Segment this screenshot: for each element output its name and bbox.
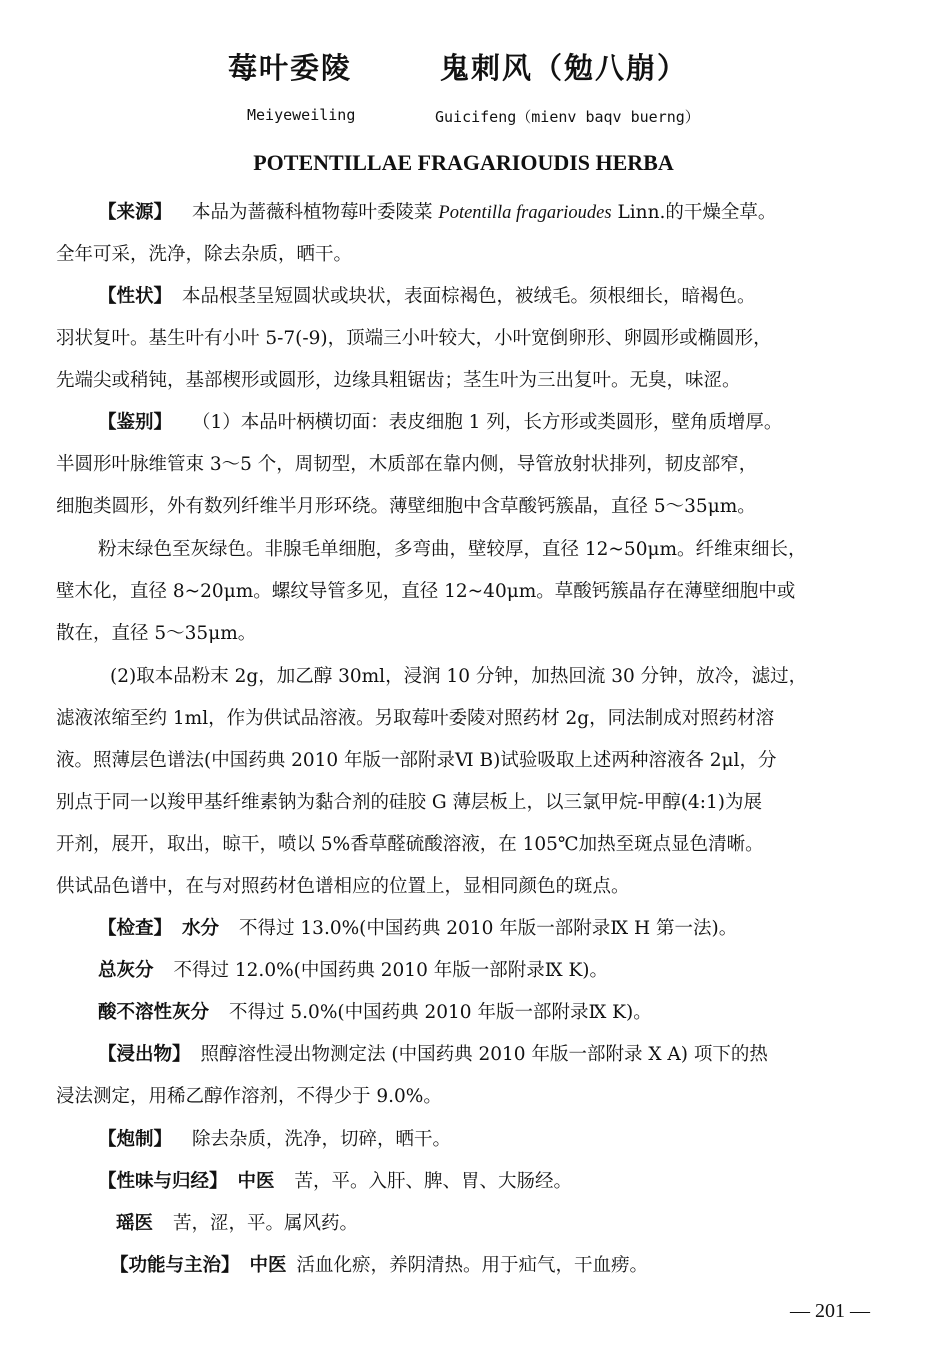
acid-ash-text: 不得过 5.0%(中国药典 2010 年版一部附录Ⅸ K)。: [229, 1002, 652, 1023]
pinyin-chinese-name: Meiyeweiling: [247, 106, 356, 124]
tlc-paragraph-line-2: 滤液浓缩至约 1ml，作为供试品溶液。另取莓叶委陵对照药材 2g，同法制成对照药材溶: [56, 708, 775, 729]
identification-paragraph-line-2: 半圆形叶脉维管束 3～5 个，周韧型，木质部在靠内侧，导管放射状排列，韧皮部窄，: [56, 454, 758, 475]
characters-paragraph-line-2: 羽状复叶。基生叶有小叶 5-7(-9)，顶端三小叶较大，小叶宽倒卵形、卵圆形或椭圆形，: [56, 328, 772, 349]
source-text-pre: 本品为蔷薇科植物莓叶委陵菜: [192, 202, 439, 223]
source-latin-name: Potentilla fragarioudes: [438, 203, 612, 223]
latin-title: POTENTILLAE FRAGARIOUDIS HERBA: [253, 150, 674, 175]
processing-line: [98, 1126, 918, 1154]
property-tcm-text: 苦，平。入肝、脾、胃、大肠经。: [294, 1171, 573, 1192]
functions-tcm-line: [110, 1252, 927, 1280]
tlc-paragraph-line-3: 液。照薄层色谱法(中国药典 2010 年版一部附录Ⅵ B)试验吸取上述两种溶液各 2μl，分: [56, 750, 777, 771]
source-paragraph-line-2: 全年可采，洗净，除去杂质，晒干。: [56, 244, 353, 265]
tlc-paragraph-line-6: 供试品色谱中，在与对照药材色谱相应的位置上，显相同颜色的斑点。: [56, 876, 630, 897]
extract-paragraph-line-2: 浸法测定，用稀乙醇作溶剂，不得少于 9.0%。: [56, 1086, 442, 1107]
source-text-post: Linn.的干燥全草。: [611, 202, 777, 223]
inspection-heading: 【检查】: [98, 918, 173, 939]
source-paragraph-line-1: [98, 199, 918, 227]
characters-heading: 【性状】: [98, 286, 173, 307]
property-yao-text: 苦，涩，平。属风药。: [173, 1213, 359, 1234]
water-text: 不得过 13.0%(中国药典 2010 年版一部附录Ⅸ H 第一法)。: [239, 918, 738, 939]
characters-paragraph-line-1: [98, 283, 918, 311]
property-tcm-line: [98, 1168, 918, 1196]
extract-heading: 【浸出物】: [98, 1044, 191, 1065]
extract-text: 照醇溶性浸出物测定法 (中国药典 2010 年版一部附录 X A) 项下的热: [200, 1044, 768, 1065]
inspection-water-line: [98, 915, 918, 943]
title-row: [0, 46, 927, 90]
identification-text: （1）本品叶柄横切面：表皮细胞 1 列，长方形或类圆形，壁角质增厚。: [192, 412, 783, 433]
characters-paragraph-line-3: 先端尖或稍钝，基部楔形或圆形，边缘具粗锯齿；茎生叶为三出复叶。无臭，味涩。: [56, 370, 741, 391]
water-label: 水分: [182, 918, 220, 939]
page-number: — 201 —: [790, 1300, 870, 1322]
functions-heading: 【功能与主治】: [110, 1255, 240, 1276]
powder-paragraph-line-1: 粉末绿色至灰绿色。非腺毛单细胞，多弯曲，壁较厚，直径 12~50μm。纤维束细长，: [98, 539, 807, 560]
title-chinese-name: 莓叶委陵: [228, 51, 353, 85]
ash-text: 不得过 12.0%(中国药典 2010 年版一部附录Ⅸ K)。: [173, 960, 608, 981]
characters-text: 本品根茎呈短圆状或块状，表面棕褐色，被绒毛。须根细长，暗褐色。: [182, 286, 756, 307]
identification-paragraph-line-1: [98, 409, 918, 437]
inspection-acid-ash-line: [98, 999, 918, 1027]
identification-heading: 【鉴别】: [98, 412, 173, 433]
property-tcm-label: 中医: [237, 1171, 275, 1192]
property-heading: 【性味与归经】: [98, 1171, 228, 1192]
inspection-ash-line: [98, 957, 918, 985]
functions-tcm-text: 活血化瘀，养阴清热。用于疝气，干血痨。: [296, 1255, 649, 1276]
acid-ash-label: 酸不溶性灰分: [98, 1002, 210, 1023]
functions-tcm-label: 中医: [249, 1255, 287, 1276]
property-yao-line: [116, 1210, 927, 1238]
powder-paragraph-line-2: 壁木化，直径 8~20μm。螺纹导管多见，直径 12~40μm。草酸钙簇晶存在薄壁细胞中或: [56, 581, 796, 602]
property-yao-label: 瑶医: [116, 1213, 154, 1234]
pinyin-row: [0, 106, 927, 128]
source-heading: 【来源】: [98, 202, 173, 223]
tlc-paragraph-line-4: 别点于同一以羧甲基纤维素钠为黏合剂的硅胶 G 薄层板上，以三氯甲烷-甲醇(4:1)为展: [56, 792, 763, 813]
title-yao-name: 鬼刺风（勉八崩）: [440, 51, 689, 85]
extract-paragraph-line-1: [98, 1041, 918, 1069]
powder-paragraph-line-3: 散在，直径 5～35μm。: [56, 623, 257, 644]
tlc-paragraph-line-5: 开剂，展开，取出，晾干，喷以 5%香草醛硫酸溶液，在 105℃加热至斑点显色清晰。: [56, 834, 764, 855]
processing-heading: 【炮制】: [98, 1129, 173, 1150]
ash-label: 总灰分: [98, 960, 154, 981]
tlc-paragraph-line-1: (2)取本品粉末 2g，加乙醇 30ml，浸润 10 分钟，加热回流 30 分钟，放冷，滤过，: [110, 666, 808, 687]
processing-text: 除去杂质，洗净，切碎，晒干。: [192, 1129, 452, 1150]
pinyin-yao-name: Guicifeng（mienv baqv buerng）: [435, 108, 700, 126]
identification-paragraph-line-3: 细胞类圆形，外有数列纤维半月形环绕。薄壁细胞中含草酸钙簇晶，直径 5～35μm。: [56, 496, 756, 517]
